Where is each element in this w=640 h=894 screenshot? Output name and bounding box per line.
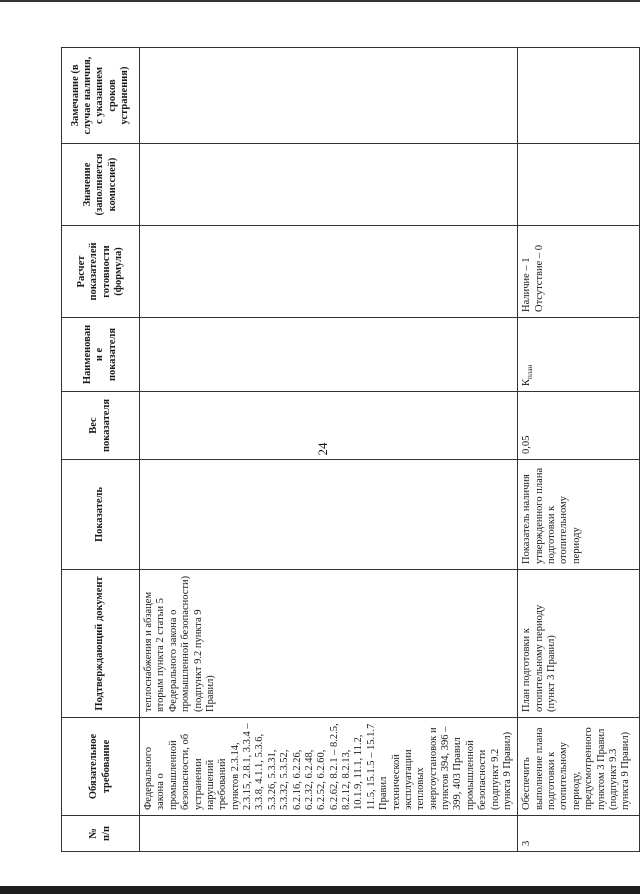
cell-num xyxy=(140,816,518,852)
cell-remark xyxy=(518,48,640,144)
cell-calculation: Наличие – 1 Отсутствие – 0 xyxy=(518,226,640,318)
header-num: № п/п xyxy=(62,816,140,852)
cell-indicator: Показатель наличия утвержденного плана подготовки к отопительному периоду xyxy=(518,460,640,570)
table-row xyxy=(518,48,640,852)
rotated-table-container xyxy=(61,48,632,852)
header-document: Подтверждающий документ xyxy=(62,570,140,718)
scan-edge-bottom xyxy=(0,886,640,894)
cell-num: 3 xyxy=(518,816,640,852)
indicator-symbol: К xyxy=(521,378,533,386)
header-remark: Замечание (в случае наличия, с указанием сроков устранения) xyxy=(62,48,140,144)
header-weight: Вес показателя xyxy=(62,392,140,460)
header-value: Значение (заполняется комиссией) xyxy=(62,144,140,226)
table-row xyxy=(140,48,518,852)
readiness-table xyxy=(61,47,640,852)
cell-value xyxy=(518,144,640,226)
cell-requirement: Федерального закона о промышленной безопасности, об устранении нарушений требований пунктов 2.3.14, 2.3.15, 2.8.1, 3.3.4 – 3.3.8, 4.1.1, 5.3.6, 5.3.26, 5.3.31, 5.3.32, 5.3.52, 6.2.16, 6.2.26, 6.2.32, 6.2.48, 6.2.52, 6.2.60, 6.2.62, 8.2.1 – 8.2.5, 8.2.12, 8.2.13, 10.1.9, 11.1, 11.2, 11.5, 15.1.5 – 15.1.7 Правил технической эксплуатации тепловых энергоустановок и пунктов 394, 396 – 399, 403 Правил промышленной безопасности (подпункт 9.2 пункта 9 Правил) xyxy=(140,718,518,816)
cell-indicator-name xyxy=(140,318,518,392)
table-area xyxy=(61,48,632,852)
cell-indicator-name xyxy=(518,318,640,392)
indicator-symbol-subscript: план xyxy=(526,364,535,379)
header-indicator: Показатель xyxy=(62,460,140,570)
table-header-row xyxy=(62,48,140,852)
cell-calculation xyxy=(140,226,518,318)
cell-indicator xyxy=(140,460,518,570)
cell-value xyxy=(140,144,518,226)
cell-document: План подготовки к отопительному периоду (пункт 3 Правил) xyxy=(518,570,640,718)
cell-requirement: Обеспечить выполнение плана подготовки к отопительному периоду, предусмотренного пунктом 3 Правил (подпункт 9.3 пункта 9 Правил) xyxy=(518,718,640,816)
header-requirement: Обязательное требование xyxy=(62,718,140,816)
header-indicator-name: Наименовани е показателя xyxy=(62,318,140,392)
scan-edge-top xyxy=(0,0,640,2)
page-number: 24 xyxy=(315,442,330,456)
cell-weight: 0,05 xyxy=(518,392,640,460)
header-calculation: Расчет показателей готовности (формула) xyxy=(62,226,140,318)
cell-weight xyxy=(140,392,518,460)
cell-document: теплоснабжения и абзацем вторым пункта 2 статьи 5 Федерального закона о промышленной безопасности) (подпункт 9.2 пункта 9 Правил) xyxy=(140,570,518,718)
cell-remark xyxy=(140,48,518,144)
